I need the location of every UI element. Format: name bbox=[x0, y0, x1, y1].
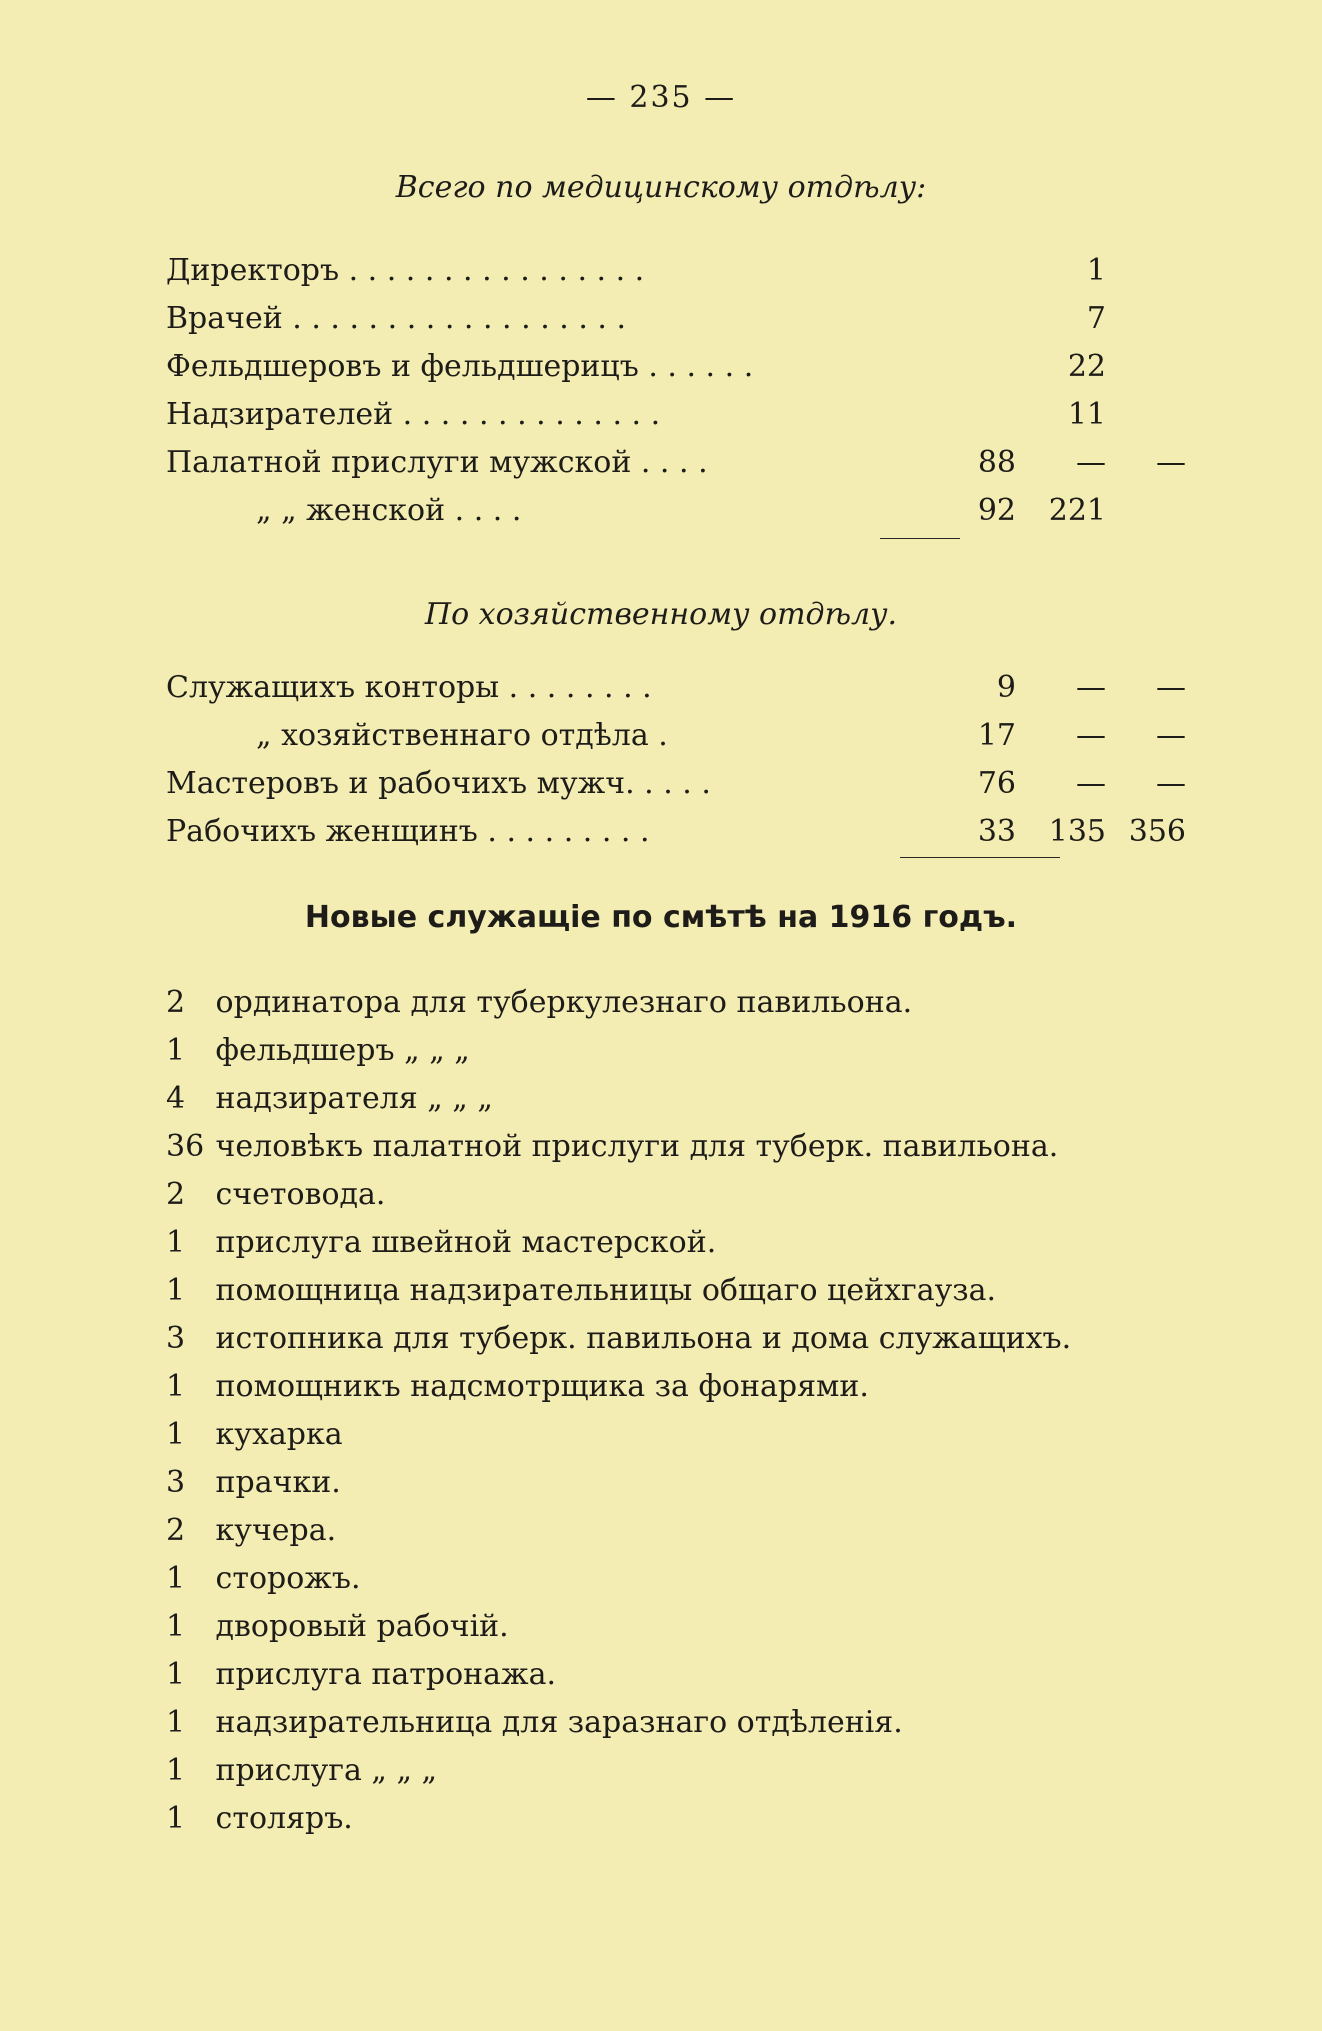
col2-value: — bbox=[1076, 445, 1106, 480]
item-text: прислуга патронажа. bbox=[215, 1657, 557, 1692]
list-item bbox=[166, 1273, 996, 1308]
col2-value: 1 bbox=[1086, 253, 1106, 288]
list-item bbox=[166, 1321, 1071, 1356]
section-title-household: По хозяйственному отдѣлу. bbox=[424, 597, 898, 632]
table-row bbox=[166, 445, 1206, 491]
table-row bbox=[166, 670, 1206, 716]
list-item bbox=[166, 1801, 353, 1836]
row-label: Палатной прислуги мужской . . . . bbox=[166, 445, 708, 480]
list-item bbox=[166, 1465, 341, 1500]
item-text: ординатора для туберкулезнаго павильона. bbox=[215, 985, 913, 1020]
item-number: 2 bbox=[166, 1513, 186, 1548]
col3-value: 356 bbox=[1128, 814, 1186, 849]
col1-value: 76 bbox=[977, 766, 1016, 801]
col1-value: 33 bbox=[977, 814, 1016, 849]
col1-value: 88 bbox=[977, 445, 1016, 480]
table-row bbox=[166, 493, 1206, 539]
item-number: 1 bbox=[166, 1225, 186, 1260]
item-text: фельдшеръ „ „ „ bbox=[215, 1033, 470, 1068]
table-row bbox=[166, 814, 1206, 860]
row-label: Рабочихъ женщинъ . . . . . . . . . bbox=[166, 814, 650, 849]
col1-value: 92 bbox=[977, 493, 1016, 528]
col1-value: 17 bbox=[977, 718, 1016, 753]
item-number: 2 bbox=[166, 985, 186, 1020]
row-label: Мастеровъ и рабочихъ мужч. . . . . bbox=[166, 766, 711, 801]
col2-value: — bbox=[1076, 670, 1106, 705]
item-number: 1 bbox=[166, 1561, 186, 1596]
item-text: счетовода. bbox=[215, 1177, 386, 1212]
list-item bbox=[166, 985, 912, 1020]
table-row bbox=[166, 253, 1206, 299]
item-text: человѣкъ палатной прислуги для туберк. павильона. bbox=[215, 1129, 1059, 1164]
item-number: 36 bbox=[166, 1129, 205, 1164]
table-row bbox=[166, 397, 1206, 443]
item-number: 1 bbox=[166, 1609, 186, 1644]
item-text: кухарка bbox=[215, 1417, 343, 1452]
item-text: кучера. bbox=[215, 1513, 337, 1548]
list-item bbox=[166, 1609, 509, 1644]
list-item bbox=[166, 1129, 1058, 1164]
item-text: истопника для туберк. павильона и дома служащихъ. bbox=[215, 1321, 1072, 1356]
list-item bbox=[166, 1225, 716, 1260]
col2-value: 11 bbox=[1067, 397, 1106, 432]
item-number: 1 bbox=[166, 1753, 186, 1788]
item-number: 1 bbox=[166, 1369, 186, 1404]
item-text: дворовый рабочій. bbox=[215, 1609, 509, 1644]
row-label: Надзирателей . . . . . . . . . . . . . . bbox=[166, 397, 661, 432]
col3-value: — bbox=[1156, 766, 1186, 801]
item-text: сторожъ. bbox=[215, 1561, 361, 1596]
col2-value: — bbox=[1076, 718, 1106, 753]
item-number: 1 bbox=[166, 1801, 186, 1836]
row-label: Врачей . . . . . . . . . . . . . . . . . . bbox=[166, 301, 627, 336]
table-row bbox=[166, 301, 1206, 347]
row-label: Фельдшеровъ и фельдшерицъ . . . . . . bbox=[166, 349, 754, 384]
item-text: прислуга швейной мастерской. bbox=[215, 1225, 717, 1260]
row-label: Директоръ . . . . . . . . . . . . . . . . bbox=[166, 253, 645, 288]
item-number: 2 bbox=[166, 1177, 186, 1212]
list-item bbox=[166, 1657, 556, 1692]
item-number: 1 bbox=[166, 1273, 186, 1308]
col1-value: 9 bbox=[996, 670, 1016, 705]
list-item bbox=[166, 1705, 903, 1740]
item-number: 1 bbox=[166, 1033, 186, 1068]
item-number: 3 bbox=[166, 1465, 186, 1500]
list-item bbox=[166, 1033, 470, 1068]
table-row bbox=[166, 349, 1206, 395]
row-label: „ „ женской . . . . bbox=[256, 493, 522, 528]
item-number: 3 bbox=[166, 1321, 186, 1356]
list-item bbox=[166, 1417, 343, 1452]
col2-value: 22 bbox=[1067, 349, 1106, 384]
section-title-medical: Всего по медицинскому отдѣлу: bbox=[395, 170, 927, 205]
table-row bbox=[166, 766, 1206, 812]
list-item bbox=[166, 1753, 437, 1788]
col3-value: — bbox=[1156, 718, 1186, 753]
item-text: помощница надзирательницы общаго цейхгауза. bbox=[215, 1273, 997, 1308]
page-number: — 235 — bbox=[585, 80, 737, 115]
col2-value: 7 bbox=[1086, 301, 1106, 336]
list-item bbox=[166, 1081, 493, 1116]
list-item bbox=[166, 1561, 361, 1596]
item-text: столяръ. bbox=[215, 1801, 353, 1836]
item-text: прислуга „ „ „ bbox=[215, 1753, 438, 1788]
col2-value: 221 bbox=[1048, 493, 1106, 528]
table-row bbox=[166, 718, 1206, 764]
list-item bbox=[166, 1177, 385, 1212]
col3-value: — bbox=[1156, 445, 1186, 480]
item-number: 1 bbox=[166, 1417, 186, 1452]
col3-value: — bbox=[1156, 670, 1186, 705]
row-label: „ хозяйственнаго отдѣла . bbox=[256, 718, 668, 753]
item-text: помощникъ надсмотрщика за фонарями. bbox=[215, 1369, 869, 1404]
col2-value: — bbox=[1076, 766, 1106, 801]
item-number: 1 bbox=[166, 1705, 186, 1740]
item-text: надзирателя „ „ „ bbox=[215, 1081, 493, 1116]
item-text: прачки. bbox=[215, 1465, 341, 1500]
sum-rule bbox=[880, 538, 960, 539]
new-staff-heading: Новые служащіе по смѣтѣ на 1916 годъ. bbox=[304, 900, 1018, 935]
list-item bbox=[166, 1513, 336, 1548]
row-label: Служащихъ конторы . . . . . . . . bbox=[166, 670, 652, 705]
item-number: 4 bbox=[166, 1081, 186, 1116]
item-text: надзирательница для заразнаго отдѣленія. bbox=[215, 1705, 903, 1740]
item-number: 1 bbox=[166, 1657, 186, 1692]
sum-rule bbox=[900, 857, 1060, 858]
col2-value: 135 bbox=[1048, 814, 1106, 849]
list-item bbox=[166, 1369, 869, 1404]
